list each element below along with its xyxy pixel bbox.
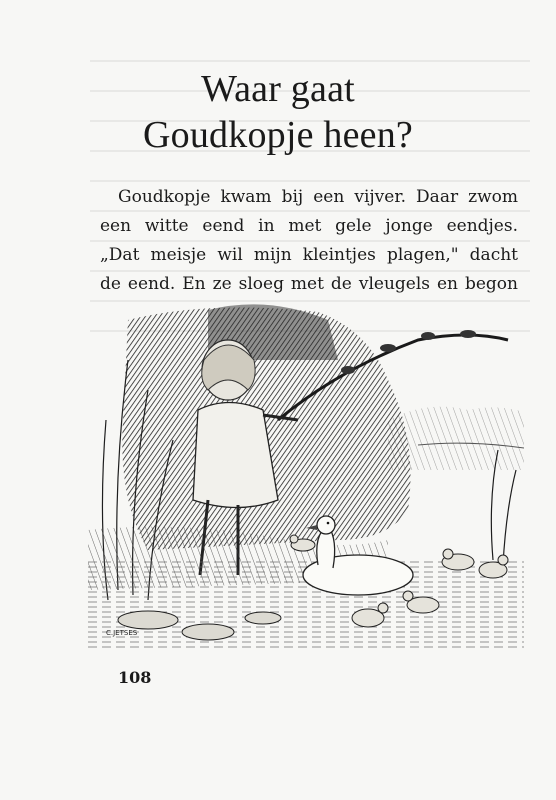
artist-signature: C.JETSES — [106, 629, 138, 637]
paragraph-line-1: Goudkopje kwam bij een vijver. Daar zwom — [118, 187, 518, 207]
page-number: 108 — [118, 668, 152, 687]
paragraph-line-3: „Dat meisje wil mijn kleintjes plagen," dacht — [100, 245, 518, 265]
page-title — [0, 66, 556, 158]
paragraph-line-4: de eend. En ze sloeg met de vleugels en begon — [100, 274, 518, 294]
story-paragraph — [100, 183, 518, 299]
paragraph-line-2: een witte eend in met gele jonge eendjes. — [100, 216, 518, 236]
pond-illustration — [88, 300, 524, 650]
title-line-2: Goudkopje heen? — [143, 114, 413, 156]
title-line-1: Waar gaat — [201, 68, 355, 110]
